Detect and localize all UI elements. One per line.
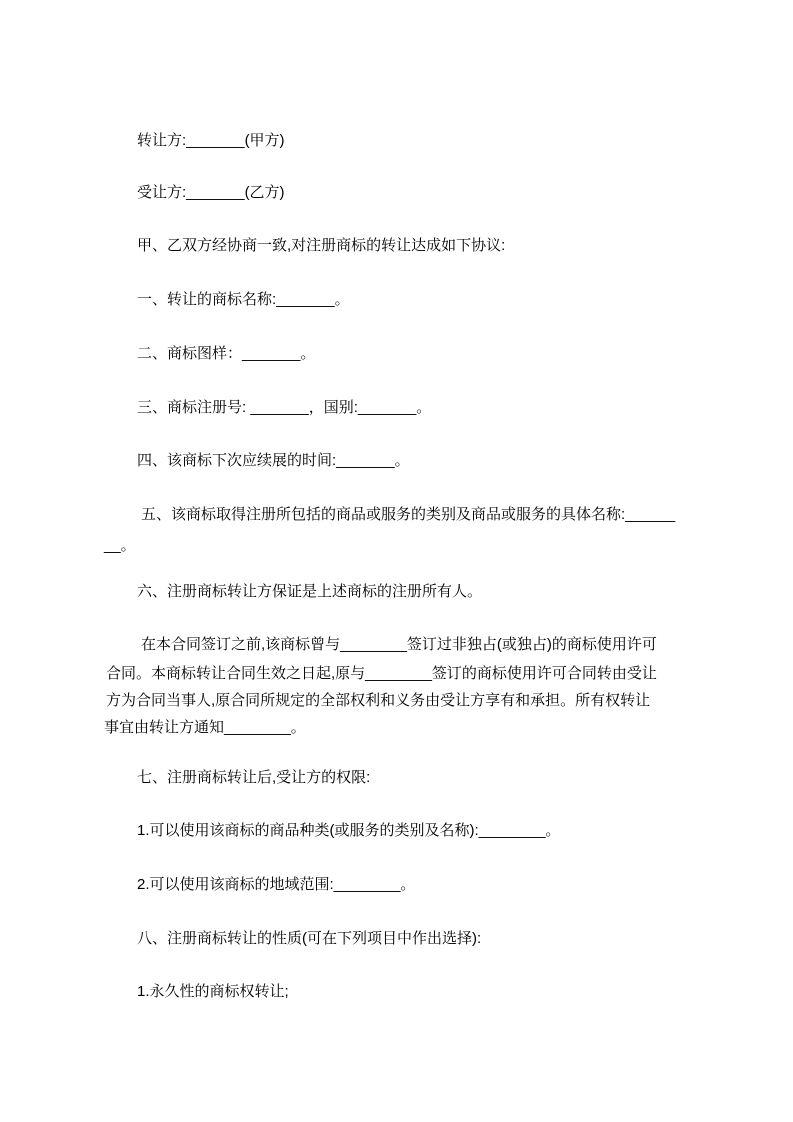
clause-8-item-1: 1.永久性的商标权转让;: [137, 983, 289, 1000]
license-paragraph-4: 事宜由转让方通知________。: [104, 719, 306, 736]
clause-8: 八、注册商标转让的性质(可在下列项目中作出选择):: [137, 930, 482, 947]
clause-7-item-1: 1.可以使用该商标的商品种类(或服务的类别及名称):________。: [137, 822, 561, 839]
clause-2: 二、商标图样：_______。: [137, 345, 316, 362]
transferor-line: 转让方:_______(甲方): [137, 132, 285, 149]
clause-3: 三、商标注册号: _______，国别:_______。: [137, 399, 432, 416]
clause-1: 一、转让的商标名称:_______。: [137, 291, 350, 308]
license-paragraph-3: 方为合同当事人,原合同所规定的全部权利和义务由受让方享有和承担。所有权转让: [106, 692, 651, 709]
clause-5: 五、该商标取得注册所包括的商品或服务的类别及商品或服务的具体名称:______: [141, 506, 676, 523]
clause-5-cont: __。: [104, 537, 136, 554]
clause-7: 七、注册商标转让后,受让方的权限:: [137, 769, 371, 786]
clause-4: 四、该商标下次应续展的时间:_______。: [137, 452, 410, 469]
clause-6: 六、注册商标转让方保证是上述商标的注册所有人。: [137, 583, 483, 600]
clause-7-item-2: 2.可以使用该商标的地域范围:________。: [137, 876, 416, 893]
license-paragraph-2: 合同。本商标转让合同生效之日起,原与________签订的商标使用许可合同转由受让: [106, 665, 657, 682]
agreement-intro: 甲、乙双方经协商一致,对注册商标的转让达成如下协议:: [137, 237, 506, 254]
license-paragraph-1: 在本合同签订之前,该商标曾与________签订过非独占(或独占)的商标使用许可: [141, 636, 657, 653]
transferee-line: 受让方:_______(乙方): [137, 184, 285, 201]
